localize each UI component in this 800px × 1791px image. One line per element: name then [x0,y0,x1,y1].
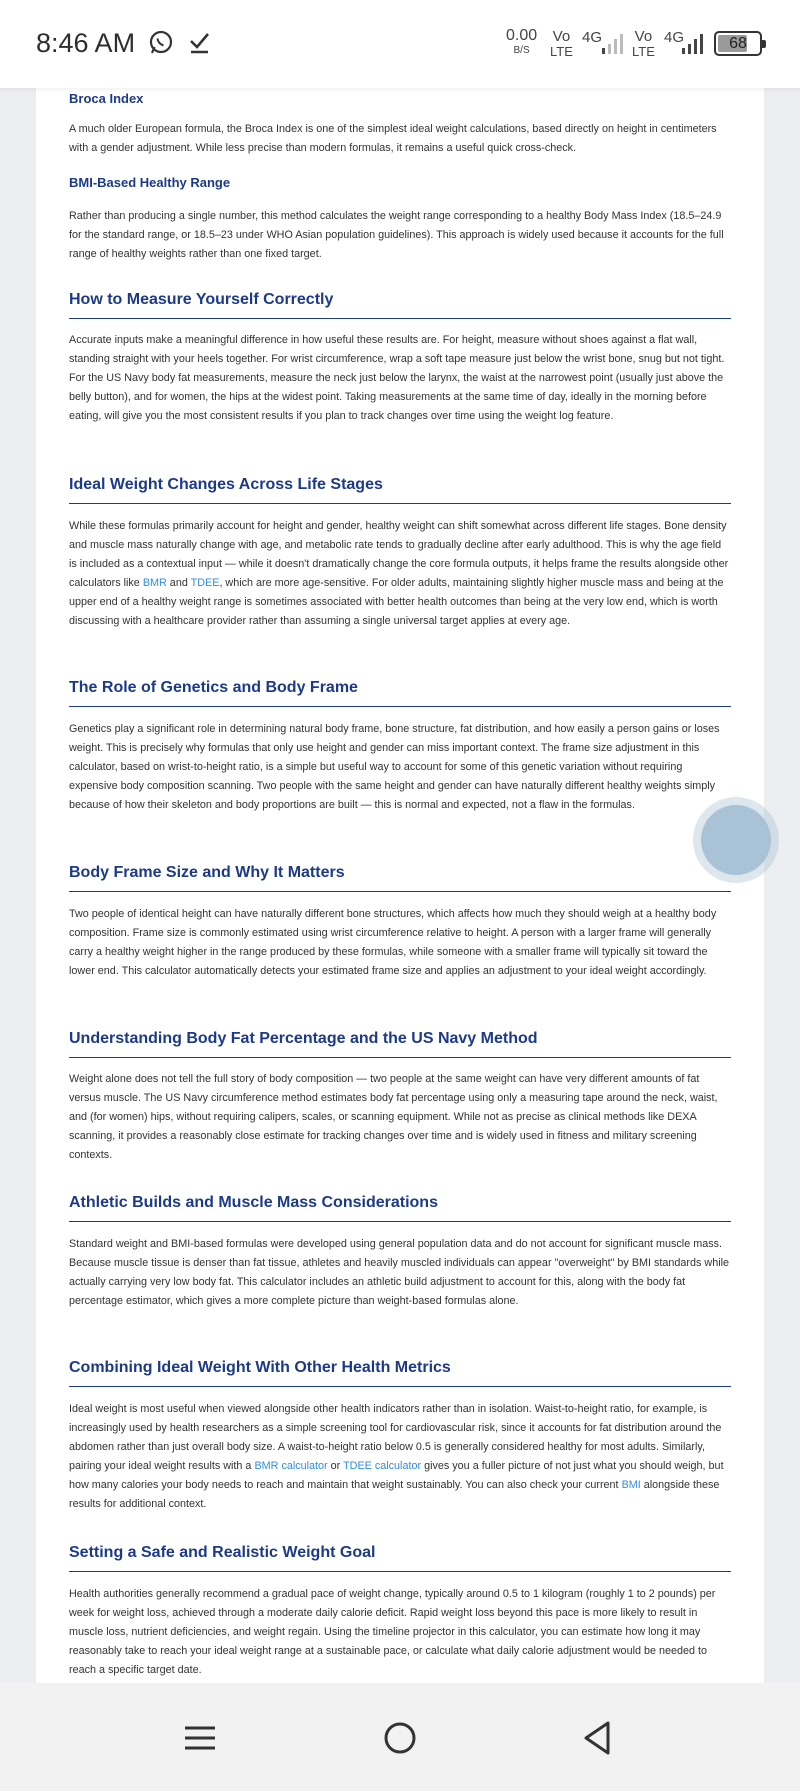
broca-index-heading: Broca Index [69,91,144,106]
section-title-body-fat: Understanding Body Fat Percentage and the US Navy Method [69,1030,731,1058]
link-bmi[interactable]: BMI [621,1479,641,1491]
signal-icon [680,33,704,55]
section-title-goal: Setting a Safe and Realistic Weight Goal [69,1544,731,1572]
combining-text-b: or [327,1460,344,1472]
life-stages-text-b: and [166,577,191,589]
section-text-life-stages [69,517,731,631]
whatsapp-icon [148,30,174,61]
sim2-volte [632,29,655,58]
network-speed [506,28,537,56]
floating-action-button[interactable] [693,797,779,883]
navigation-bar [0,1683,800,1791]
section-title-measure: How to Measure Yourself Correctly [69,291,731,319]
link-bmr[interactable]: BMR [142,577,167,589]
combining-text-d: alongside these results for additional context. [69,1479,720,1510]
section-title-combining: Combining Ideal Weight With Other Health Metrics [69,1359,731,1387]
broca-index-text: A much older European formula, the Broca Index is one of the simplest ideal weight calculations, based directly on height in centimeters with a gender adjustment. While less precise than modern formulas, it remains a useful quick cross-check. [69,123,717,154]
section-text-measure: Accurate inputs make a meaningful difference in how useful these results are. For height, measure without shoes against a flat wall, standing straight with your heels together. For wrist circumference, wrap a soft tape measure just below the wrist bone, snug but not tight. For the US Navy body fat measurements, measure the neck just below the larynx, the waist at the narrowest point (usually just above the belly button), and for women, the hips at the widest point. Taking measurements at the same time of day, ideally in the morning before eating, will give you the most consistent results if you plan to track changes over time using the weight log feature. [69,334,725,422]
sim2-network-type: 4G [664,29,685,46]
floating-action-button-core [701,805,771,875]
section-text-athletic: Standard weight and BMI-based formulas were developed using general population data and do not account for significant muscle mass. Because muscle tissue is denser than fat tissue, athletes and heavily muscled individuals can appear "overweight" by BMI standards while actually carrying very low body fat. This calculator includes an athletic build adjustment to account for this, along with the body fat percentage estimator, which gives a more complete picture than weight-based formulas alone. [69,1238,730,1307]
menu-icon[interactable] [175,1713,225,1763]
status-bar [0,0,800,88]
status-time: 8:46 AM [36,28,136,58]
sim1-volte-bottom: LTE [550,44,573,59]
life-stages-text-a: While these formulas primarily account for height and gender, healthy weight can shift somewhat across different life stages. Bone density and muscle mass naturally change with age, and metabolic rate tends to gradually decline after early adulthood. This is why the age field is included as a contextual input — while it doesn't dramatically change the core formula outputs, it helps frame the results alongside other calculators like [69,520,729,589]
life-stages-text-c: , which are more age-sensitive. For older adults, maintaining slightly higher muscle mass and being at the upper end of a healthy weight range is sometimes associated with better health outcomes than being at the very low end, which is worth discussing with a healthcare provider rather than assuming a single universal target applies at every age. [69,577,724,627]
section-title-life-stages: Ideal Weight Changes Across Life Stages [69,476,731,504]
check-icon [188,30,212,61]
section-title-athletic: Athletic Builds and Muscle Mass Considerations [69,1194,731,1222]
sim2-volte-top: Vo [634,28,653,45]
link-bmr-calculator[interactable]: BMR calculator [254,1460,328,1472]
combining-text-c: gives you a fuller picture of not just what you should weigh, but how many calories your body needs to reach and maintain that weight sustainably. You can also check your current [69,1460,724,1491]
home-icon[interactable] [375,1713,425,1763]
section-text-genetics: Genetics play a significant role in determining natural body frame, bone structure, fat distribution, and how easily a person gains or loses weight. This is precisely why formulas that only use height and gender can miss important context. The frame size adjustment in this calculator, based on wrist-to-height ratio, is a simple but useful way to account for some of this genetic variation without requiring expensive body composition scanning. Two people with the same height and gender can have naturally different healthy weights simply because of how their skeleton and body proportions are built — this is normal and expected, not a flaw in the formulas. [69,723,720,811]
section-text-goal: Health authorities generally recommend a gradual pace of weight change, typically around 0.5 to 1 kilogram (roughly 1 to 2 pounds) per week for weight loss, achieved through a moderate daily calorie deficit. Rapid weight loss beyond this pace is more likely to result in muscle loss, nutrient deficiencies, and weight regain. Using the timeline projector in this calculator, you can estimate how long it may reasonably take to reach your ideal weight range at a sustainable pace, or calculate what daily calorie adjustment would be needed to reach a specific target date. [69,1588,716,1676]
link-tdee[interactable]: TDEE [190,577,220,589]
back-icon[interactable] [573,1713,623,1763]
signal-icon [600,33,624,55]
combining-text-a: Ideal weight is most useful when viewed alongside other health indicators rather than in isolation. Waist-to-height ratio, for example, is increasingly used by health researchers as a simple screening tool for cardiovascular risk, since it accounts for fat distribution around the abdomen rather than just overall body size. A waist-to-height ratio below 0.5 is generally considered healthy for most adults. Similarly, pairing your ideal weight results with a [69,1403,722,1472]
sim2-volte-bottom: LTE [632,44,655,59]
bmi-range-heading: BMI-Based Healthy Range [69,175,231,190]
battery-level: 68 [729,35,747,52]
network-speed-unit: B/S [513,45,530,56]
battery-icon [714,31,762,56]
section-text-body-fat: Weight alone does not tell the full story of body composition — two people at the same weight can have very different amounts of fat versus muscle. The US Navy circumference method estimates body fat percentage using only a measuring tape around the neck, waist, and (for women) hips, without requiring calipers, scales, or scanning equipment. While not as precise as clinical methods like DEXA scanning, it provides a reasonably close estimate for tracking changes over time and is widely used in fitness and military screening contexts. [69,1073,718,1161]
section-title-frame-size: Body Frame Size and Why It Matters [69,864,731,892]
section-text-combining [69,1400,731,1514]
battery-nub [762,40,766,48]
sim1-volte-top: Vo [552,28,571,45]
link-tdee-calculator[interactable]: TDEE calculator [343,1460,422,1472]
section-text-frame-size: Two people of identical height can have naturally different bone structures, which affects how much they should weigh at a healthy body composition. Frame size is commonly estimated using wrist circumference relative to height. A person with a larger frame will generally carry a healthy weight higher in the range produced by these formulas, while someone with a smaller frame will typically sit toward the lower end. This calculator automatically detects your estimated frame size and applies an adjustment to your ideal weight accordingly. [69,908,717,977]
network-speed-value: 0.00 [506,27,538,44]
section-title-genetics: The Role of Genetics and Body Frame [69,679,731,707]
bmi-range-text: Rather than producing a single number, this method calculates the weight range corresponding to a healthy Body Mass Index (18.5–24.9 for the standard range, or 18.5–23 under WHO Asian population guidelines). This approach is widely used because it accounts for the full range of healthy weights rather than one fixed target. [69,210,724,260]
sim1-volte [550,29,573,58]
article-card [36,88,764,1683]
sim1-network-type: 4G [582,29,603,46]
